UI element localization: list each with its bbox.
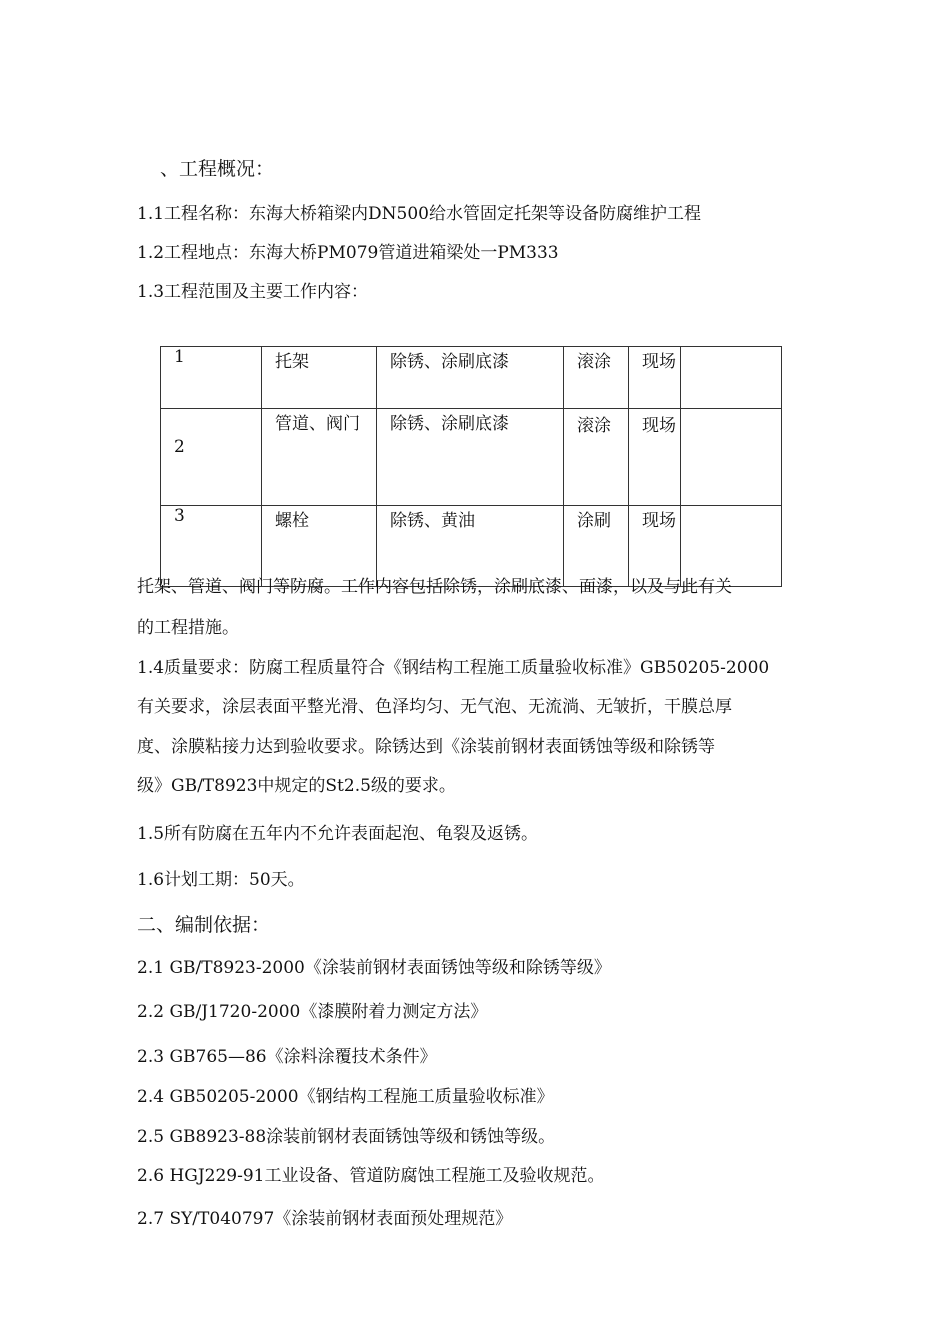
row-number: 3	[161, 506, 262, 587]
basis-item: 2.5 GB8923-88涂装前钢材表面锈蚀等级和锈蚀等级。	[137, 1127, 556, 1147]
scope-description-line-1: 托架、管道、阀门等防腐。工作内容包括除锈，涂刷底漆、面漆，以及与此有关	[137, 577, 732, 597]
table-row	[161, 506, 782, 587]
row-note	[681, 506, 782, 587]
row-work: 除锈、涂刷底漆	[377, 347, 564, 409]
row-note	[681, 409, 782, 506]
basis-item: 2.4 GB50205-2000《钢结构工程施工质量验收标准》	[137, 1087, 554, 1107]
row-method: 涂刷	[564, 506, 629, 587]
quality-line-2: 有关要求，涂层表面平整光滑、色泽均匀、无气泡、无流淌、无皱折，干膜总厚	[137, 697, 732, 717]
row-item: 托架	[262, 347, 377, 409]
planned-duration: 1.6计划工期：50天。	[137, 870, 305, 890]
project-name: 1.1工程名称：东海大桥箱梁内DN500给水管固定托架等设备防腐维护工程	[137, 204, 701, 224]
warranty-requirement: 1.5所有防腐在五年内不允许表面起泡、龟裂及返锈。	[137, 824, 539, 844]
table-row	[161, 409, 782, 506]
row-number: 2	[161, 409, 262, 506]
section-2-heading: 二、编制依据：	[137, 914, 271, 936]
quality-line-3: 度、涂膜粘接力达到验收要求。除锈达到《涂装前钢材表面锈蚀等级和除锈等	[137, 737, 715, 757]
row-method: 滚涂	[564, 409, 629, 506]
row-number: 1	[161, 347, 262, 409]
row-item: 螺栓	[262, 506, 377, 587]
scope-description-line-2: 的工程措施。	[137, 618, 239, 638]
basis-item: 2.6 HGJ229-91工业设备、管道防腐蚀工程施工及验收规范。	[137, 1166, 605, 1186]
row-work: 除锈、涂刷底漆	[377, 409, 564, 506]
row-item: 管道、阀门	[262, 409, 377, 506]
row-note	[681, 347, 782, 409]
basis-item: 2.3 GB765—86《涂料涂覆技术条件》	[137, 1047, 437, 1067]
quality-line-1: 1.4质量要求：防腐工程质量符合《钢结构工程施工质量验收标准》GB50205-2000	[137, 658, 770, 678]
project-location: 1.2工程地点：东海大桥PM079管道进箱梁处一PM333	[137, 243, 559, 263]
scope-table	[160, 346, 782, 587]
project-scope-label: 1.3工程范围及主要工作内容：	[137, 282, 369, 302]
section-1-heading: 、工程概况：	[160, 158, 275, 180]
basis-item: 2.1 GB/T8923-2000《涂装前钢材表面锈蚀等级和除锈等级》	[137, 958, 611, 978]
quality-line-4: 级》GB/T8923中规定的St2.5级的要求。	[137, 776, 456, 796]
row-work: 除锈、黄油	[377, 506, 564, 587]
row-method: 滚涂	[564, 347, 629, 409]
basis-item: 2.2 GB/J1720-2000《漆膜附着力测定方法》	[137, 1002, 488, 1022]
row-place: 现场	[629, 506, 681, 587]
row-place: 现场	[629, 347, 681, 409]
row-place: 现场	[629, 409, 681, 506]
basis-item: 2.7 SY/T040797《涂装前钢材表面预处理规范》	[137, 1209, 513, 1229]
table-row	[161, 347, 782, 409]
